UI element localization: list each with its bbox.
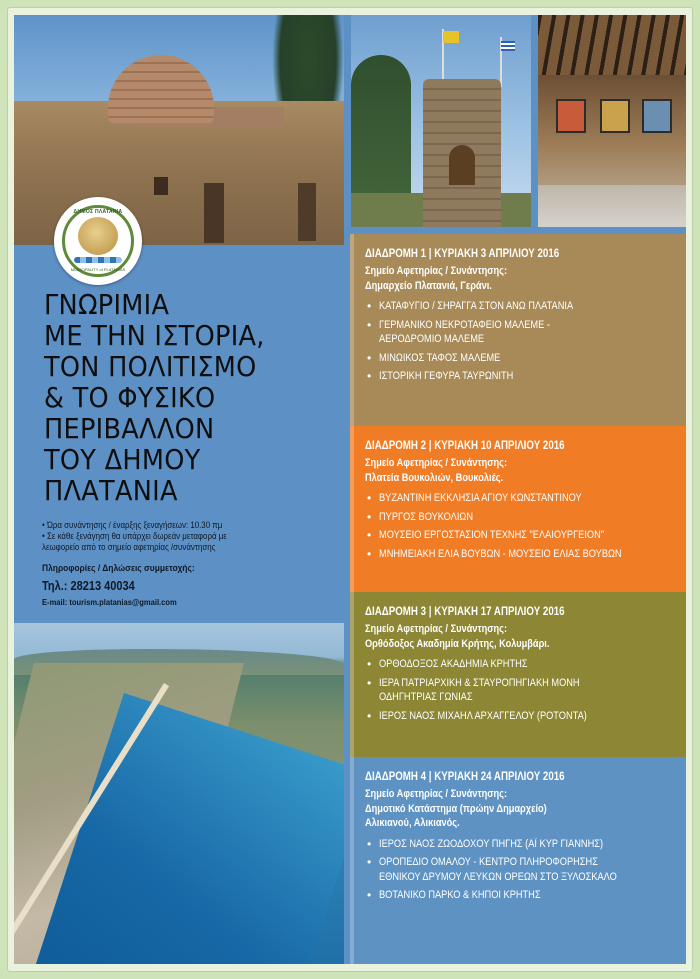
title-line: ΠΛΑΤΑΝΙΑ xyxy=(44,475,178,507)
list-item xyxy=(365,491,686,506)
panel-accent xyxy=(350,757,354,964)
stop-text: • ΜΝΗΜΕΙΑΚΗ ΕΛΙΑ ΒΟΥΒΩΝ - ΜΟΥΣΕΙΟ ΕΛΙΑΣ ΒΟΥΒΩΝ xyxy=(379,547,622,560)
list-item xyxy=(365,709,686,724)
contact-label: Πληροφορίες / Δηλώσεις συμμετοχής: xyxy=(42,563,195,574)
stop-text: • ΒΥΖΑΝΤΙΝΗ ΕΚΚΛΗΣΙΑ ΑΓΙΟΥ ΚΩΝΣΤΑΝΤΙΝΟΥ xyxy=(379,492,582,504)
church-door-side xyxy=(298,183,316,241)
stop-text: • ΙΣΤΟΡΙΚΗ ΓΕΦΥΡΑ ΤΑΥΡΩΝΙΤΗ xyxy=(379,370,514,382)
stops-list xyxy=(365,837,686,903)
route-1-panel xyxy=(350,234,686,426)
email-address: E-mail: tourism.platanias@gmail.com xyxy=(42,597,177,607)
title-line: ΤΟΝ ΠΟΛΙΤΙΣΜΟ xyxy=(44,351,257,383)
list-item xyxy=(365,676,686,705)
title-line: ΜΕ ΤΗΝ ΙΣΤΟΡΙΑ, xyxy=(44,320,265,352)
logo-bottom-text: MUNICIPALITY of PLATANIAS xyxy=(70,267,126,272)
list-item xyxy=(365,318,686,347)
municipality-logo xyxy=(54,197,142,285)
gallery-floor xyxy=(538,185,686,227)
meeting-label: Σημείο Αφετηρίας / Συνάντησης: xyxy=(365,788,508,800)
meeting-label: Σημείο Αφετηρίας / Συνάντησης: xyxy=(365,623,508,635)
list-item xyxy=(365,299,686,314)
route-4-panel xyxy=(350,757,686,964)
stop-text: • ΒΟΤΑΝΙΚΟ ΠΑΡΚΟ & ΚΗΠΟΙ ΚΡΗΤΗΣ xyxy=(379,889,541,901)
panel-accent xyxy=(350,234,354,426)
stop-text: • ΠΥΡΓΟΣ ΒΟΥΚΟΛΙΩΝ xyxy=(379,510,473,523)
ceiling-beams xyxy=(538,15,686,75)
stop-text: • ΜΟΥΣΕΙΟ ΕΡΓΟΣΤΑΣΙΟΝ ΤΕΧΝΗΣ "ΕΛΑΙΟΥΡΓΕΙΟΝ" xyxy=(379,529,605,541)
stop-text: • ΜΙΝΩΙΚΟΣ ΤΑΦΟΣ ΜΑΛΕΜΕ xyxy=(379,351,501,364)
phone-number: Τηλ.: 28213 40034 xyxy=(42,579,135,593)
title-line: ΓΝΩΡΙΜΙΑ xyxy=(44,289,170,321)
gallery-photo xyxy=(538,15,686,227)
list-item xyxy=(365,657,686,672)
byzantine-flag xyxy=(443,31,459,43)
painting xyxy=(556,99,586,133)
greek-flag xyxy=(501,41,515,51)
church-window xyxy=(154,177,168,195)
panel-accent xyxy=(350,426,354,592)
meeting-place: Πλατεία Βουκολιών, Βουκολιές. xyxy=(365,471,504,484)
stop-text: • ΓΕΡΜΑΝΙΚΟ ΝΕΚΡΟΤΑΦΕΙΟ ΜΑΛΕΜΕ - xyxy=(379,318,550,331)
route-heading: ΔΙΑΔΡΟΜΗ 3 | ΚΥΡΙΑΚΗ 17 ΑΠΡΙΛΙΟΥ 2016 xyxy=(365,605,565,618)
stop-text: ΕΘΝΙΚΟΥ ΔΡΥΜΟΥ ΛΕΥΚΩΝ ΟΡΕΩΝ ΣΤΟ ΞΥΛΟΣΚΑΛΟ xyxy=(379,870,617,883)
transport-note: λεωφορείο από το σημείο αφετηρίας /συνάντησης xyxy=(42,542,216,552)
stop-text: ΟΔΗΓΗΤΡΙΑΣ ΓΩΝΙΑΣ xyxy=(379,691,473,703)
meeting-place: Δημαρχείο Πλατανιά, Γεράνι. xyxy=(365,279,492,292)
stop-text: • ΟΡΟΠΕΔΙΟ ΟΜΑΛΟΥ - ΚΕΝΤΡΟ ΠΛΗΡΟΦΟΡΗΣΗΣ xyxy=(379,856,598,868)
info-block xyxy=(42,520,342,607)
meeting-time: • Ώρα συνάντησης / έναρξης ξεναγήσεων: 10.30 πμ xyxy=(42,520,223,530)
stop-text: ΑΕΡΟΔΡΟΜΙΟ ΜΑΛΕΜΕ xyxy=(379,333,485,345)
list-item xyxy=(365,510,686,525)
title-line: & ΤΟ ΦΥΣΙΚΟ xyxy=(44,382,216,414)
logo-emblem xyxy=(78,217,118,255)
route-2-panel xyxy=(350,426,686,592)
list-item xyxy=(365,528,686,543)
coastline-photo xyxy=(14,623,344,964)
meeting-label: Σημείο Αφετηρίας / Συνάντησης: xyxy=(365,457,508,469)
list-item xyxy=(365,888,686,903)
church-door xyxy=(204,183,224,243)
stop-text: • ΙΕΡΟΣ ΝΑΟΣ ΖΩΟΔΟΧΟΥ ΠΗΓΗΣ (ΑΪ ΚΥΡ ΓΙΑΝΝΗΣ) xyxy=(379,837,604,850)
panel-accent xyxy=(350,592,354,757)
meeting-place: Δημοτικό Κατάστημα (πρώην Δημαρχείο) xyxy=(365,802,547,815)
meeting-place: Ορθόδοξος Ακαδημία Κρήτης, Κολυμβάρι. xyxy=(365,637,550,650)
list-item xyxy=(365,369,686,384)
poster xyxy=(14,15,686,964)
meeting-label: Σημείο Αφετηρίας / Συνάντησης: xyxy=(365,265,508,277)
list-item xyxy=(365,837,686,852)
stop-text: • ΚΑΤΑΦΥΓΙΟ / ΣΗΡΑΓΓΑ ΣΤΟΝ ΑΝΩ ΠΛΑΤΑΝΙΑ xyxy=(379,300,574,312)
stops-list xyxy=(365,299,686,384)
transport-note: • Σε κάθε ξενάγηση θα υπάρχει δωρεάν μεταφορά με xyxy=(42,531,227,541)
list-item xyxy=(365,855,686,884)
tower-photo xyxy=(351,15,531,227)
poster-title xyxy=(44,290,323,507)
list-item xyxy=(365,351,686,366)
stops-list xyxy=(365,657,686,723)
logo-waves xyxy=(74,257,122,263)
tower-door xyxy=(449,145,475,185)
route-3-panel xyxy=(350,592,686,757)
stop-text: • ΟΡΘΟΔΟΞΟΣ ΑΚΑΔΗΜΙΑ ΚΡΗΤΗΣ xyxy=(379,658,528,670)
meeting-place: Αλικιανού, Αλικιανός. xyxy=(365,817,460,829)
route-heading: ΔΙΑΔΡΟΜΗ 2 | ΚΥΡΙΑΚΗ 10 ΑΠΡΙΛΙΟΥ 2016 xyxy=(365,439,565,452)
route-heading: ΔΙΑΔΡΟΜΗ 4 | ΚΥΡΙΑΚΗ 24 ΑΠΡΙΛΙΟΥ 2016 xyxy=(365,770,565,783)
logo-top-text: ΔΗΜΟΣ ΠΛΑΤΑΝΙΑ xyxy=(73,209,123,215)
painting xyxy=(642,99,672,133)
stops-list xyxy=(365,491,686,561)
stop-text: • ΙΕΡΟΣ ΝΑΟΣ ΜΙΧΑΗΛ ΑΡΧΑΓΓΕΛΟΥ (ΡΟΤΟΝΤΑ) xyxy=(379,709,587,722)
stop-text: • ΙΕΡΑ ΠΑΤΡΙΑΡΧΙΚΗ & ΣΤΑΥΡΟΠΗΓΙΑΚΗ ΜΟΝΗ xyxy=(379,676,580,689)
title-line: ΠΕΡΙΒΑΛΛΟΝ xyxy=(44,413,215,445)
title-line: ΤΟΥ ΔΗΜΟΥ xyxy=(44,444,201,476)
church-dome xyxy=(108,55,214,123)
list-item xyxy=(365,547,686,562)
route-heading: ΔΙΑΔΡΟΜΗ 1 | ΚΥΡΙΑΚΗ 3 ΑΠΡΙΛΙΟΥ 2016 xyxy=(365,247,560,260)
painting xyxy=(600,99,630,133)
